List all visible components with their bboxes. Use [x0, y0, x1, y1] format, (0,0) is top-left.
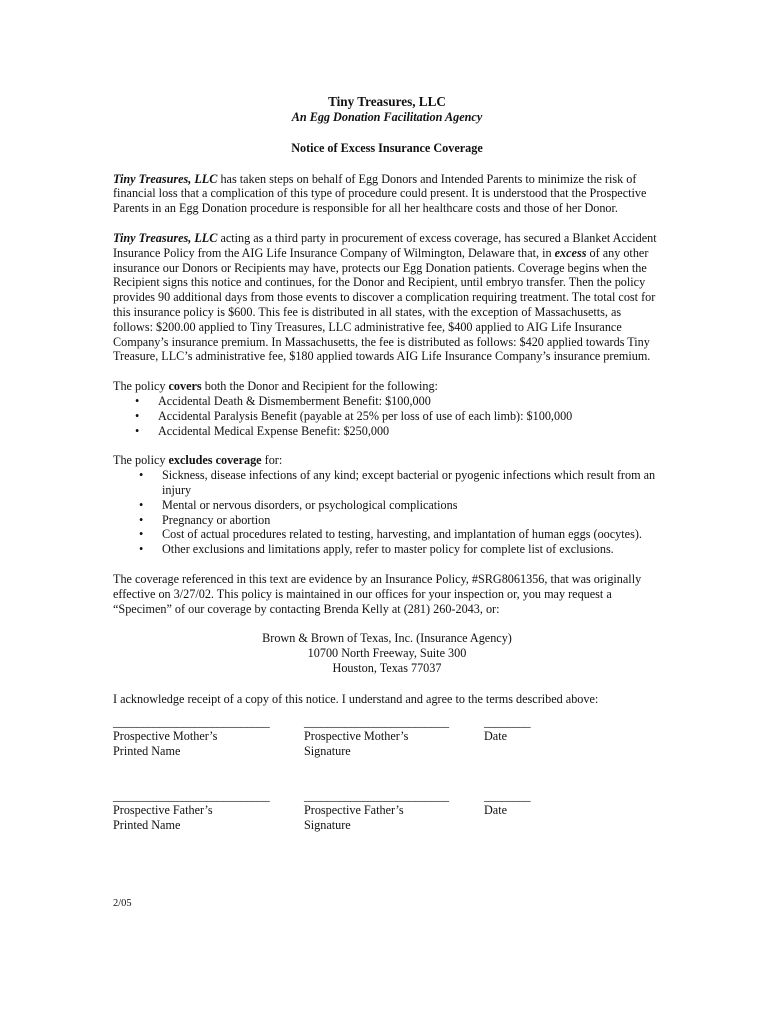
- bullet-icon: •: [139, 527, 144, 542]
- intro-company-name: Tiny Treasures, LLC: [113, 171, 218, 186]
- signature-line: ___________________________: [113, 788, 270, 803]
- covers-intro-c: both the Donor and Recipient for the following:: [201, 379, 438, 394]
- bullet-icon: •: [139, 542, 144, 557]
- excludes-item-text: Mental or nervous disorders, or psychological complications: [162, 497, 458, 512]
- agency-street: 10700 North Freeway, Suite 300: [307, 646, 467, 661]
- intro-paragraph-text: has taken steps on behalf of Egg Donors and Intended Parents to minimize the risk of financial loss that a complication of this type of procedure could present. It is understood that the Prospective Parents in an Egg Donation procedure is responsible for all her healthcare costs and those of her Donor.: [113, 171, 647, 216]
- father-printed-name-field[interactable]: [113, 789, 269, 833]
- mother-date-field[interactable]: [484, 715, 530, 745]
- coverage-text-a: acting as a third party in procurement of excess coverage, has secured a Blanket Accident Insurance Policy from the AIG Life Insurance Company of Wilmington, Delaware that, in: [113, 230, 657, 260]
- mother-printed-name-field[interactable]: [113, 715, 269, 759]
- excludes-item-text: Other exclusions and limitations apply, refer to master policy for complete list of exclusions.: [162, 542, 614, 557]
- covers-item-text: Accidental Medical Expense Benefit: $250,000: [158, 423, 390, 438]
- signature-line: _________________________: [304, 714, 449, 729]
- excludes-keyword: excludes coverage: [168, 453, 262, 468]
- list-item: [113, 498, 661, 513]
- list-item: [113, 513, 661, 528]
- bullet-icon: •: [135, 393, 140, 408]
- father-signature-field[interactable]: [304, 789, 449, 833]
- excludes-list: [113, 468, 661, 557]
- document-page: [113, 94, 661, 833]
- excludes-item-text: Pregnancy or abortion: [162, 512, 271, 527]
- list-item: [113, 527, 661, 542]
- agency-name: Brown & Brown of Texas, Inc. (Insurance Agency): [262, 631, 512, 646]
- list-item: [113, 394, 661, 409]
- list-item: [113, 409, 661, 424]
- bullet-icon: •: [139, 497, 144, 512]
- excludes-item-text: Cost of actual procedures related to testing, harvesting, and implantation of human eggs (oocytes).: [162, 527, 642, 542]
- mother-signature-field[interactable]: [304, 715, 449, 759]
- list-item: [113, 424, 661, 439]
- notice-title: Notice of Excess Insurance Coverage: [291, 140, 483, 155]
- field-label: Signature: [304, 744, 351, 759]
- covers-section: [113, 379, 661, 438]
- agency-city: Houston, Texas 77037: [332, 660, 442, 675]
- bullet-icon: •: [135, 423, 140, 438]
- list-item: [113, 468, 661, 498]
- acknowledgement-statement: I acknowledge receipt of a copy of this notice. I understand and agree to the terms described above:: [113, 691, 599, 706]
- father-date-field[interactable]: [484, 789, 530, 819]
- field-label: Prospective Mother’s: [113, 729, 218, 744]
- bullet-icon: •: [135, 408, 140, 423]
- father-signature-block: [113, 789, 661, 833]
- signature-line: ________: [484, 788, 531, 803]
- field-label: Signature: [304, 818, 351, 833]
- signature-line: ___________________________: [113, 714, 270, 729]
- covers-keyword: covers: [168, 379, 202, 394]
- signature-line: ________: [484, 714, 531, 729]
- bullet-icon: •: [139, 512, 144, 527]
- excludes-intro-a: The policy: [113, 453, 169, 468]
- coverage-emphasis: excess: [554, 245, 587, 260]
- field-label: Date: [484, 729, 508, 744]
- revision-date: 2/05: [113, 898, 132, 909]
- company-tagline: An Egg Donation Facilitation Agency: [291, 110, 483, 124]
- excludes-section: [113, 453, 661, 557]
- coverage-paragraph: [113, 231, 661, 364]
- coverage-text-b: of any other insurance our Donors or Recipients may have, protects our Egg Donation patients. Coverage begins when the Recipient signs this notice and continues, for the Donor and Recipient, until embryo transfer. Then the policy provides 90 additional days from those events to discover a complication requiring treatment. The total cost for this insurance policy is $600. This fee is distributed in all states, with the exception of Massachusetts, as follows: $200.00 applied to Tiny Treasures, LLC administrative fee, $400 applied to AIG Life Insurance Company’s insurance premium. In Massachusetts, the fee is distributed as follows: $420 applied towards Tiny Treasure, LLC’s administrative fee, $180 applied towards AIG Life Insurance Company’s insurance premium.: [113, 245, 656, 364]
- company-title: Tiny Treasures, LLC: [328, 94, 446, 109]
- covers-list: [113, 394, 661, 438]
- coverage-company-name: Tiny Treasures, LLC: [113, 230, 218, 245]
- agency-address: [113, 631, 661, 675]
- field-label: Printed Name: [113, 818, 181, 833]
- mother-signature-block: [113, 715, 661, 759]
- policy-reference-paragraph: The coverage referenced in this text are evidence by an Insurance Policy, #SRG8061356, that was originally effective on 3/27/02. This policy is maintained in our offices for your inspection or, you may request a “Specimen” of our coverage by contacting Brenda Kelly at (281) 260-2043, or:: [113, 571, 642, 616]
- field-label: Date: [484, 803, 508, 818]
- excludes-intro: [113, 453, 661, 468]
- excludes-item-text: Sickness, disease infections of any kind; except bacterial or pyogenic infections which result from an injury: [162, 468, 656, 497]
- covers-item-text: Accidental Paralysis Benefit (payable at 25% per loss of use of each limb): $100,000: [158, 408, 573, 423]
- field-label: Printed Name: [113, 744, 181, 759]
- covers-intro-a: The policy: [113, 379, 169, 394]
- bullet-icon: •: [139, 468, 144, 483]
- signature-line: _________________________: [304, 788, 449, 803]
- excludes-intro-c: for:: [261, 453, 283, 468]
- field-label: Prospective Father’s: [113, 803, 213, 818]
- covers-intro: [113, 379, 661, 394]
- intro-paragraph: [113, 172, 661, 216]
- list-item: [113, 542, 661, 557]
- field-label: Prospective Mother’s: [304, 729, 409, 744]
- field-label: Prospective Father’s: [304, 803, 404, 818]
- covers-item-text: Accidental Death & Dismemberment Benefit: $100,000: [158, 393, 431, 408]
